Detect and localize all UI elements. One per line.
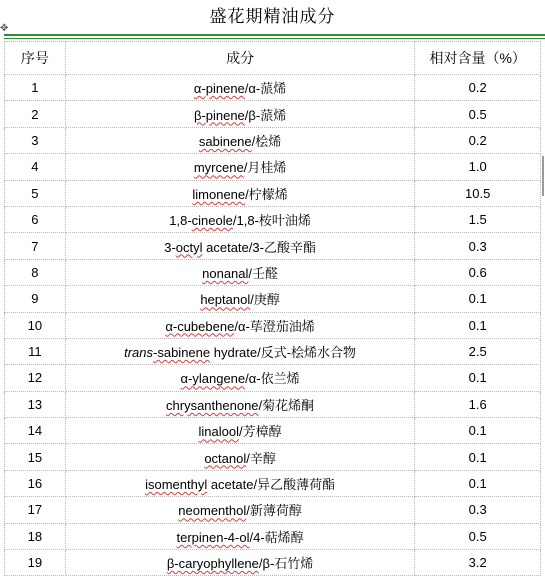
component-english-name: -sabinene bbox=[153, 345, 211, 361]
row-component bbox=[65, 338, 415, 364]
row-number: 12 bbox=[5, 365, 66, 391]
component-english-name: nonanal bbox=[202, 265, 249, 281]
component-italic: trans bbox=[124, 345, 154, 361]
row-number: 2 bbox=[5, 101, 66, 127]
scrollbar-thumb[interactable] bbox=[542, 156, 544, 196]
table-row bbox=[5, 497, 541, 523]
component-prefix: 3- bbox=[164, 239, 176, 255]
row-component bbox=[65, 180, 415, 206]
component-english-name: octyl bbox=[175, 239, 203, 255]
row-relative-content: 0.3 bbox=[415, 233, 541, 259]
row-number: 8 bbox=[5, 259, 66, 285]
component-english-name: α-pinene bbox=[193, 81, 245, 97]
row-component bbox=[65, 365, 415, 391]
row-relative-content: 3.2 bbox=[415, 550, 541, 576]
component-english-name: limonene bbox=[192, 186, 246, 202]
row-number: 5 bbox=[5, 180, 66, 206]
row-number: 6 bbox=[5, 206, 66, 232]
row-number: 18 bbox=[5, 523, 66, 549]
component-chinese-name: /壬醛 bbox=[248, 265, 279, 281]
row-component bbox=[65, 127, 415, 153]
table-row bbox=[5, 338, 541, 364]
table-row bbox=[5, 233, 541, 259]
component-english-name: myrcene bbox=[193, 160, 244, 176]
table-row bbox=[5, 101, 541, 127]
component-chinese-name: /β-蒎烯 bbox=[244, 107, 287, 123]
row-relative-content: 1.5 bbox=[415, 206, 541, 232]
component-chinese-name: /庚醇 bbox=[250, 292, 280, 308]
row-component bbox=[65, 154, 415, 180]
row-relative-content: 2.5 bbox=[415, 338, 541, 364]
row-component bbox=[65, 259, 415, 285]
row-component bbox=[65, 444, 415, 470]
title-rule-thin bbox=[4, 38, 545, 39]
table-title: 盛花期精油成分 bbox=[209, 7, 336, 27]
row-relative-content: 10.5 bbox=[415, 180, 541, 206]
row-number: 10 bbox=[5, 312, 66, 338]
table-row bbox=[5, 180, 541, 206]
row-number: 17 bbox=[5, 497, 66, 523]
composition-table bbox=[4, 41, 541, 576]
component-chinese-name: /新薄荷醇 bbox=[246, 503, 302, 519]
header-relative-content: 相对含量（%） bbox=[415, 42, 541, 75]
row-number: 13 bbox=[5, 391, 66, 417]
row-relative-content: 1.0 bbox=[415, 154, 541, 180]
row-number: 9 bbox=[5, 286, 66, 312]
table-row bbox=[5, 365, 541, 391]
table-row bbox=[5, 444, 541, 470]
row-number: 4 bbox=[5, 154, 66, 180]
row-relative-content: 0.1 bbox=[415, 444, 541, 470]
header-component: 成分 bbox=[65, 42, 415, 75]
table-row bbox=[5, 286, 541, 312]
table-row bbox=[5, 75, 541, 101]
component-english-name: isomenthyl bbox=[145, 477, 208, 493]
component-english-name: neomenthol bbox=[178, 503, 247, 519]
component-chinese-name: /α-荜澄茄油烯 bbox=[234, 318, 315, 334]
row-number: 14 bbox=[5, 418, 66, 444]
component-english-name: octanol bbox=[204, 450, 247, 466]
table-row bbox=[5, 259, 541, 285]
row-component bbox=[65, 206, 415, 232]
component-english-name: heptanol bbox=[200, 292, 251, 308]
component-english-name: linalool bbox=[198, 424, 240, 440]
table-row bbox=[5, 312, 541, 338]
row-relative-content: 0.3 bbox=[415, 497, 541, 523]
row-component bbox=[65, 550, 415, 576]
row-relative-content: 0.1 bbox=[415, 418, 541, 444]
row-component bbox=[65, 286, 415, 312]
row-component bbox=[65, 312, 415, 338]
table-header-row bbox=[5, 42, 541, 75]
title-rule bbox=[4, 34, 545, 36]
row-number: 3 bbox=[5, 127, 66, 153]
row-relative-content: 0.2 bbox=[415, 127, 541, 153]
component-english-name: chrysanthenone bbox=[166, 397, 259, 413]
row-relative-content: 1.6 bbox=[415, 391, 541, 417]
component-chinese-name: /β-石竹烯 bbox=[258, 556, 314, 572]
component-chinese-name: /辛醇 bbox=[246, 450, 276, 466]
component-chinese-name: /1,8-桉叶油烯 bbox=[232, 213, 311, 229]
component-chinese-name: /α-蒎烯 bbox=[244, 81, 287, 97]
component-chinese-name: /月桂烯 bbox=[243, 160, 287, 176]
row-component bbox=[65, 391, 415, 417]
component-prefix: 1,8- bbox=[169, 213, 192, 229]
row-relative-content: 0.1 bbox=[415, 470, 541, 496]
table-row bbox=[5, 154, 541, 180]
row-component bbox=[65, 75, 415, 101]
component-english-name: sabinene bbox=[198, 133, 252, 149]
row-relative-content: 0.1 bbox=[415, 365, 541, 391]
component-chinese-name: acetate/3-乙酸辛酯 bbox=[202, 239, 316, 255]
component-english-name: α-ylangene bbox=[180, 371, 246, 387]
table-row bbox=[5, 418, 541, 444]
component-chinese-name: /菊花烯酮 bbox=[258, 397, 315, 413]
row-relative-content: 0.1 bbox=[415, 312, 541, 338]
header-number: 序号 bbox=[5, 42, 66, 75]
component-chinese-name: /4-萜烯醇 bbox=[249, 529, 304, 545]
row-component bbox=[65, 101, 415, 127]
row-component bbox=[65, 233, 415, 259]
row-number: 7 bbox=[5, 233, 66, 259]
row-relative-content: 0.6 bbox=[415, 259, 541, 285]
component-chinese-name: acetate/异乙酸薄荷酯 bbox=[207, 477, 336, 493]
row-number: 11 bbox=[5, 338, 66, 364]
component-english-name: terpinen-4-ol bbox=[176, 529, 250, 545]
table-row bbox=[5, 206, 541, 232]
component-chinese-name: hydrate/反式-桧烯水合物 bbox=[210, 345, 357, 361]
row-number: 1 bbox=[5, 75, 66, 101]
row-relative-content: 0.2 bbox=[415, 75, 541, 101]
table-row bbox=[5, 550, 541, 576]
row-component bbox=[65, 470, 415, 496]
component-chinese-name: /α-依兰烯 bbox=[245, 371, 300, 387]
component-english-name: α-cubebene bbox=[165, 318, 235, 334]
row-component bbox=[65, 497, 415, 523]
row-number: 19 bbox=[5, 550, 66, 576]
row-relative-content: 0.5 bbox=[415, 101, 541, 127]
component-chinese-name: /柠檬烯 bbox=[245, 186, 288, 202]
component-chinese-name: /芳樟醇 bbox=[239, 424, 282, 440]
move-handle-icon[interactable]: ✥ bbox=[0, 23, 9, 34]
component-chinese-name: /桧烯 bbox=[251, 133, 282, 149]
table-row bbox=[5, 127, 541, 153]
row-component bbox=[65, 523, 415, 549]
component-english-name: β-pinene bbox=[193, 107, 245, 123]
table-row bbox=[5, 391, 541, 417]
row-component bbox=[65, 418, 415, 444]
component-english-name: β-caryophyllene bbox=[166, 556, 259, 572]
table-row bbox=[5, 523, 541, 549]
row-relative-content: 0.1 bbox=[415, 286, 541, 312]
row-number: 15 bbox=[5, 444, 66, 470]
table-row bbox=[5, 470, 541, 496]
component-english-name: cineole bbox=[191, 213, 233, 229]
row-number: 16 bbox=[5, 470, 66, 496]
row-relative-content: 0.5 bbox=[415, 523, 541, 549]
